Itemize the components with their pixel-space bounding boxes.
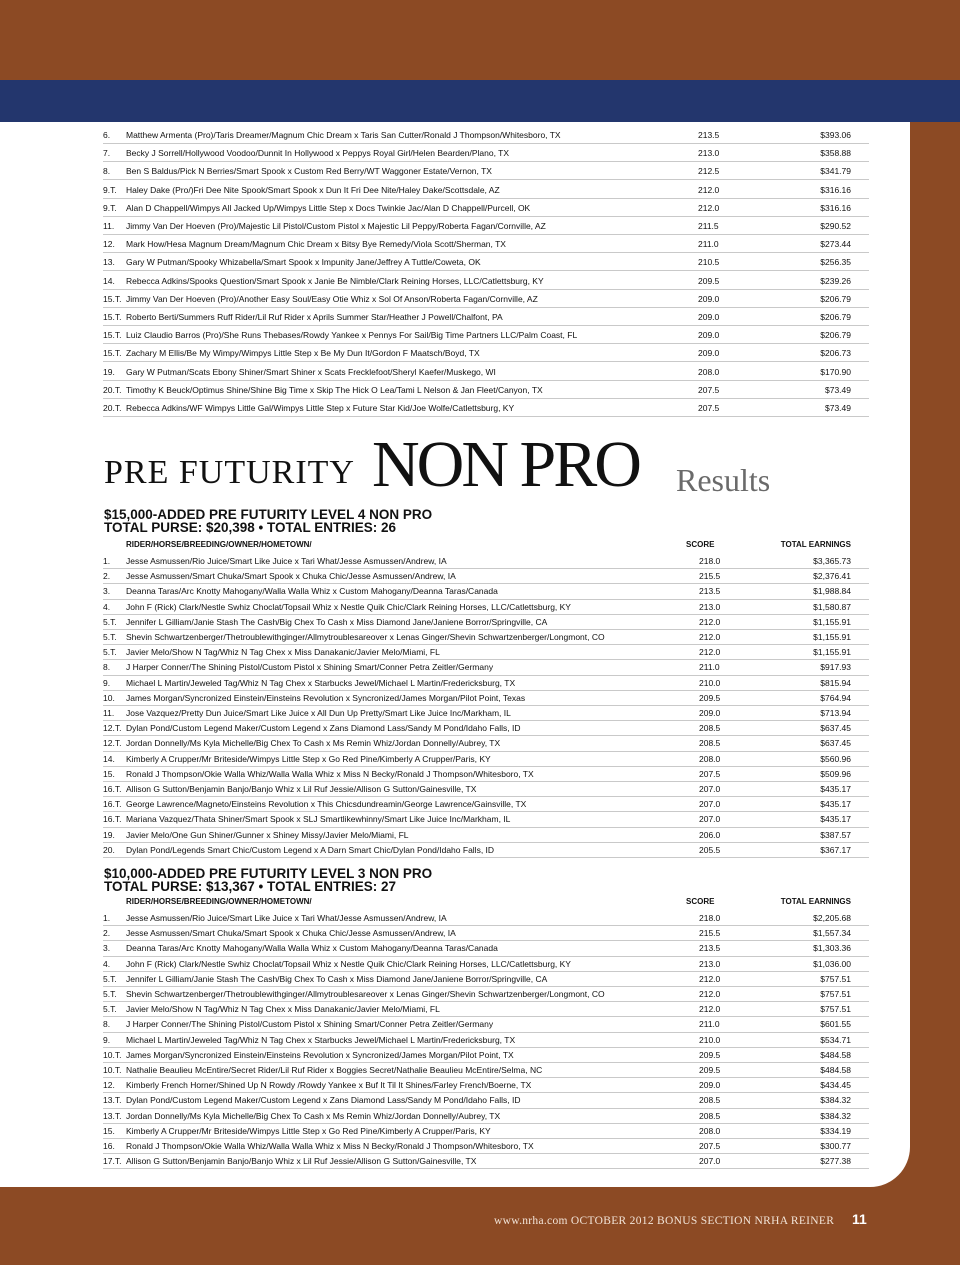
entry-cell: Zachary M Ellis/Be My Wimpy/Wimpys Little Step x Be My Dun It/Gordon F Maatsch/Boyd, TX <box>126 348 480 359</box>
earnings-cell: $757.51 <box>820 1004 851 1015</box>
place-cell: 5.T. <box>103 989 117 999</box>
score-cell: 212.0 <box>698 184 720 195</box>
score-cell: 212.5 <box>698 166 720 177</box>
place-cell: 5.T. <box>103 647 117 658</box>
table-row <box>103 143 869 162</box>
entry-cell: Becky J Sorrell/Hollywood Voodoo/Dunnit In Hollywood x Peppys Royal Girl/Helen Bearden/Plano, TX <box>126 148 510 159</box>
table-row <box>103 599 869 615</box>
table-row <box>103 659 869 675</box>
table-row <box>103 842 869 858</box>
score-cell: 208.0 <box>699 1125 721 1136</box>
score-cell: 208.5 <box>699 723 721 734</box>
entry-cell: Jordan Donnelly/Ms Kyla Michelle/Big Chex To Cash x Ms Remin Whiz/Jordan Donnelly/Aubrey, TX <box>126 738 501 749</box>
column-score: SCORE <box>686 540 715 549</box>
place-cell: 8. <box>103 166 111 177</box>
table-row <box>103 614 869 630</box>
place-cell: 20.T. <box>103 403 122 413</box>
earnings-cell: $1,303.36 <box>813 943 851 954</box>
earnings-cell: $917.93 <box>820 662 851 673</box>
table-row <box>103 271 869 290</box>
headline-non-pro: NON PRO <box>372 428 639 501</box>
place-cell: 4. <box>103 601 111 612</box>
score-cell: 211.5 <box>698 221 719 231</box>
place-cell: 19. <box>103 366 115 377</box>
earnings-cell: $1,155.91 <box>813 616 851 627</box>
score-cell: 209.0 <box>698 330 720 341</box>
entry-cell: Allison G Sutton/Benjamin Banjo/Banjo Whiz x Lil Ruf Jessie/Allison G Sutton/Gainesville, TX <box>126 1156 477 1167</box>
table-row <box>103 1077 869 1093</box>
earnings-cell: $206.79 <box>820 312 851 322</box>
score-cell: 206.0 <box>699 829 721 840</box>
score-cell: 209.0 <box>698 348 720 359</box>
headline-pre-futurity: PRE FUTURITY <box>104 454 355 491</box>
score-cell: 207.5 <box>698 384 720 395</box>
score-cell: 208.5 <box>699 1095 721 1106</box>
place-cell: 2. <box>103 571 111 582</box>
score-cell: 213.0 <box>699 601 721 612</box>
table-row <box>103 1001 869 1017</box>
entry-cell: Luiz Claudio Barros (Pro)/She Runs Thebases/Rowdy Yankee x Pennys For Sail/Big Time Partners LLC/Palm Coast, FL <box>126 330 578 341</box>
place-cell: 15.T. <box>103 293 122 304</box>
entry-cell: George Lawrence/Magneto/Einsteins Revolution x This Chicsdundreamin/George Lawrence/Gainsville, TX <box>126 799 527 810</box>
earnings-cell: $435.17 <box>820 784 851 794</box>
earnings-cell: $1,557.34 <box>813 928 851 939</box>
score-cell: 212.0 <box>699 1004 721 1015</box>
earnings-cell: $534.71 <box>820 1034 851 1045</box>
place-cell: 20. <box>103 844 115 855</box>
table-row <box>103 1092 869 1108</box>
entry-cell: Timothy K Beuck/Optimus Shine/Shine Big Time x Skip The Hick O Lea/Tami L Nelson & Jan Fleet/Canyon, TX <box>126 384 543 395</box>
earnings-cell: $1,580.87 <box>813 601 851 612</box>
earnings-cell: $341.79 <box>820 166 851 177</box>
headline-results: Results <box>676 462 771 498</box>
score-cell: 218.0 <box>699 913 721 923</box>
place-cell: 6. <box>103 130 111 140</box>
table-row <box>103 781 869 797</box>
entry-cell: Michael L Martin/Jeweled Tag/Whiz N Tag Chex x Starbucks Jewel/Michael L Martin/Fredericksburg, TX <box>126 677 516 688</box>
table-row <box>103 161 869 180</box>
table-row <box>103 198 869 217</box>
place-cell: 5.T. <box>103 1004 117 1015</box>
score-cell: 212.0 <box>699 989 721 999</box>
earnings-cell: $384.32 <box>820 1110 851 1121</box>
table-row <box>103 986 869 1002</box>
entry-cell: Jesse Asmussen/Rio Juice/Smart Like Juice x Tari What/Jesse Asmussen/Andrew, IA <box>126 913 447 923</box>
entry-cell: Jesse Asmussen/Rio Juice/Smart Like Juice x Tari What/Jesse Asmussen/Andrew, IA <box>126 556 447 566</box>
place-cell: 12.T. <box>103 723 122 734</box>
entry-cell: John F (Rick) Clark/Nestle Swhiz Choclat/Topsail Whiz x Nestle Quik Chic/Clark Reining Horses, LLC/Catlettsburg, KY <box>126 601 571 612</box>
earnings-cell: $713.94 <box>820 708 851 718</box>
score-cell: 205.5 <box>699 844 721 855</box>
entry-cell: Ronald J Thompson/Okie Walla Whiz/Walla Walla Whiz x Miss N Becky/Ronald J Thompson/Whitesboro, TX <box>126 1141 534 1151</box>
page-number: 11 <box>852 1211 867 1227</box>
entry-cell: Jose Vazquez/Pretty Dun Juice/Smart Like Juice x All Dun Up Pretty/Smart Like Juice Inc/Markham, IL <box>126 708 511 718</box>
score-cell: 218.0 <box>699 556 721 566</box>
earnings-cell: $560.96 <box>820 753 851 764</box>
earnings-cell: $277.38 <box>820 1156 851 1167</box>
table-row <box>103 1062 869 1078</box>
place-cell: 14. <box>103 753 115 764</box>
place-cell: 8. <box>103 662 111 673</box>
earnings-cell: $435.17 <box>820 799 851 810</box>
column-earnings: TOTAL EARNINGS <box>780 540 851 549</box>
entry-cell: Mark How/Hesa Magnum Dream/Magnum Chic Dream x Bitsy Bye Remedy/Viola Scott/Sherman, TX <box>126 239 506 250</box>
table-row <box>103 252 869 271</box>
earnings-cell: $384.32 <box>820 1095 851 1106</box>
score-cell: 212.0 <box>699 632 721 642</box>
table-row <box>103 343 869 362</box>
entry-cell: Deanna Taras/Arc Knotty Mahogany/Walla Walla Whiz x Custom Mahogany/Deanna Taras/Canada <box>126 586 498 597</box>
earnings-cell: $1,155.91 <box>813 632 851 642</box>
place-cell: 17.T. <box>103 1156 122 1167</box>
table-row <box>103 325 869 344</box>
table-row <box>103 675 869 691</box>
entry-cell: James Morgan/Syncronized Einstein/Einsteins Revolution x Syncronized/James Morgan/Pilot Point, TX <box>126 1049 514 1060</box>
earnings-cell: $484.58 <box>820 1049 851 1060</box>
level3-purse: TOTAL PURSE: $13,367 • TOTAL ENTRIES: 27 <box>104 879 397 894</box>
score-cell: 209.0 <box>699 708 721 718</box>
place-cell: 16.T. <box>103 784 122 794</box>
place-cell: 2. <box>103 928 111 939</box>
earnings-cell: $316.16 <box>820 184 851 195</box>
earnings-cell: $2,205.68 <box>813 913 851 923</box>
earnings-cell: $601.55 <box>820 1019 851 1030</box>
score-cell: 207.0 <box>699 814 721 825</box>
place-cell: 12. <box>103 1080 115 1091</box>
score-cell: 209.0 <box>698 312 720 322</box>
entry-cell: Ronald J Thompson/Okie Walla Whiz/Walla Walla Whiz x Miss N Becky/Ronald J Thompson/Whitesboro, TX <box>126 768 534 779</box>
place-cell: 14. <box>103 275 115 286</box>
entry-cell: Deanna Taras/Arc Knotty Mahogany/Walla Walla Whiz x Custom Mahogany/Deanna Taras/Canada <box>126 943 498 954</box>
earnings-cell: $764.94 <box>820 692 851 703</box>
score-cell: 209.0 <box>699 1080 721 1091</box>
score-cell: 213.0 <box>698 148 720 159</box>
earnings-cell: $1,155.91 <box>813 647 851 658</box>
earnings-cell: $358.88 <box>820 148 851 159</box>
page-content <box>0 122 910 1187</box>
level4-purse: TOTAL PURSE: $20,398 • TOTAL ENTRIES: 26 <box>104 520 397 535</box>
score-cell: 211.0 <box>699 662 720 673</box>
score-cell: 212.0 <box>698 202 720 213</box>
earnings-cell: $239.26 <box>820 275 851 286</box>
score-cell: 215.5 <box>699 928 721 939</box>
entry-cell: Jesse Asmussen/Smart Chuka/Smart Spook x Chuka Chic/Jesse Asmussen/Andrew, IA <box>126 571 456 582</box>
score-cell: 207.0 <box>699 784 721 794</box>
score-cell: 209.5 <box>699 692 721 703</box>
entry-cell: Rebecca Adkins/Spooks Question/Smart Spook x Janie Be Nimble/Clark Reining Horses, LLC/Catlettsburg, KY <box>126 275 544 286</box>
place-cell: 15. <box>103 1125 115 1136</box>
entry-cell: Mariana Vazquez/Thata Shiner/Smart Spook x SLJ Smartlikewhinny/Smart Like Juice Inc/Markham, IL <box>126 814 511 825</box>
score-cell: 211.0 <box>698 239 719 250</box>
entry-cell: Javier Melo/Show N Tag/Whiz N Tag Chex x Miss Danakanic/Javier Melo/Miami, FL <box>126 1004 440 1015</box>
place-cell: 15.T. <box>103 312 122 322</box>
entry-cell: Kimberly A Crupper/Mr Briteside/Wimpys Little Step x Go Red Pine/Kimberly A Crupper/Paris, KY <box>126 753 491 764</box>
place-cell: 13.T. <box>103 1110 122 1121</box>
entry-cell: James Morgan/Syncronized Einstein/Einsteins Revolution x Syncronized/James Morgan/Pilot Point, Texas <box>126 692 526 703</box>
table-row <box>103 1032 869 1048</box>
place-cell: 8. <box>103 1019 111 1030</box>
earnings-cell: $1,988.84 <box>813 586 851 597</box>
entry-cell: J Harper Conner/The Shining Pistol/Custom Pistol x Shining Smart/Conner Petra Zeitler/Germany <box>126 662 494 673</box>
earnings-cell: $206.79 <box>820 293 851 304</box>
entry-cell: Jesse Asmussen/Smart Chuka/Smart Spook x Chuka Chic/Jesse Asmussen/Andrew, IA <box>126 928 456 939</box>
earnings-cell: $170.90 <box>820 366 851 377</box>
earnings-cell: $637.45 <box>820 738 851 749</box>
place-cell: 15.T. <box>103 330 122 341</box>
entry-cell: Javier Melo/One Gun Shiner/Gunner x Shiney Missy/Javier Melo/Miami, FL <box>126 829 409 840</box>
table-row <box>103 1153 869 1169</box>
table-row <box>103 289 869 308</box>
place-cell: 11. <box>103 221 115 231</box>
column-earnings: TOTAL EARNINGS <box>780 897 851 906</box>
table-row <box>103 216 869 235</box>
place-cell: 9. <box>103 677 111 688</box>
score-cell: 208.5 <box>699 738 721 749</box>
entry-cell: Matthew Armenta (Pro)/Taris Dreamer/Magnum Chic Dream x Taris San Cutter/Ronald J Thompson/Whitesboro, TX <box>126 130 561 140</box>
level3-title: $10,000-ADDED PRE FUTURITY LEVEL 3 NON PRO <box>104 866 433 881</box>
earnings-cell: $206.73 <box>820 348 851 359</box>
earnings-cell: $757.51 <box>820 973 851 984</box>
place-cell: 9.T. <box>103 184 117 195</box>
table-row <box>103 925 869 941</box>
entry-cell: Ben S Baldus/Pick N Berries/Smart Spook x Custom Red Berry/WT Waggoner Estate/Vernon, TX <box>126 166 492 177</box>
table-row <box>103 644 869 660</box>
earnings-cell: $509.96 <box>820 768 851 779</box>
entry-cell: Gary W Putman/Spooky Whizabella/Smart Spook x Impunity Jane/Jeffrey A Tuttle/Coweta, OK <box>126 257 481 268</box>
place-cell: 11. <box>103 708 115 718</box>
entry-cell: Haley Dake (Pro/)Fri Dee Nite Spook/Smart Spook x Dun It Fri Dee Nite/Haley Dake/Scottsdale, AZ <box>126 184 500 195</box>
entry-cell: Jimmy Van Der Hoeven (Pro)/Another Easy Soul/Easy Otie Whiz x Sol Of Anson/Roberta Fagan/Cornville, AZ <box>126 293 538 304</box>
place-cell: 1. <box>103 556 111 566</box>
score-cell: 211.0 <box>699 1019 720 1030</box>
score-cell: 215.5 <box>699 571 721 582</box>
earnings-cell: $3,365.73 <box>813 556 851 566</box>
earnings-cell: $73.49 <box>825 384 851 395</box>
score-cell: 209.5 <box>698 275 720 286</box>
score-cell: 207.0 <box>699 799 721 810</box>
top-brown-band <box>0 0 960 80</box>
score-cell: 213.5 <box>698 130 720 140</box>
earnings-cell: $815.94 <box>820 677 851 688</box>
table-row <box>103 1123 869 1139</box>
table-row <box>103 690 869 706</box>
earnings-cell: $290.52 <box>820 221 851 231</box>
place-cell: 12.T. <box>103 738 122 749</box>
score-cell: 210.5 <box>698 257 720 268</box>
score-cell: 208.5 <box>699 1110 721 1121</box>
entry-cell: Jennifer L Gilliam/Janie Stash The Cash/Big Chex To Cash x Miss Diamond Jane/Janiene Borror/Springville, CA <box>126 616 548 627</box>
entry-cell: Roberto Berti/Summers Ruff Rider/Lil Ruf Rider x Aprils Summer Star/Heather J Powell/Chalfont, PA <box>126 312 503 322</box>
table-row <box>103 1016 869 1032</box>
score-cell: 209.5 <box>699 1049 721 1060</box>
entry-cell: Dylan Pond/Custom Legend Maker/Custom Legend x Zans Diamond Lass/Sandy M Pond/Idaho Falls, ID <box>126 1095 521 1106</box>
score-cell: 208.0 <box>698 366 720 377</box>
earnings-cell: $434.45 <box>820 1080 851 1091</box>
entry-cell: Kimberly A Crupper/Mr Briteside/Wimpys Little Step x Go Red Pine/Kimberly A Crupper/Paris, KY <box>126 1125 491 1136</box>
entry-cell: John F (Rick) Clark/Nestle Swhiz Choclat/Topsail Whiz x Nestle Quik Chic/Clark Reining Horses, LLC/Catlettsburg, KY <box>126 958 571 969</box>
entry-cell: Jennifer L Gilliam/Janie Stash The Cash/Big Chex To Cash x Miss Diamond Jane/Janiene Borror/Springville, CA <box>126 973 548 984</box>
earnings-cell: $387.57 <box>820 829 851 840</box>
earnings-cell: $256.35 <box>820 257 851 268</box>
score-cell: 210.0 <box>699 1034 721 1045</box>
table-row <box>103 398 869 417</box>
entry-cell: Gary W Putman/Scats Ebony Shiner/Smart Shiner x Scats Frecklefoot/Sheryl Kaefer/Muskego, WI <box>126 366 496 377</box>
level4-title: $15,000-ADDED PRE FUTURITY LEVEL 4 NON PRO <box>104 507 433 522</box>
place-cell: 5.T. <box>103 632 117 642</box>
score-cell: 213.0 <box>699 958 721 969</box>
table-row <box>103 910 869 926</box>
table-row <box>103 1047 869 1063</box>
place-cell: 5.T. <box>103 973 117 984</box>
place-cell: 3. <box>103 943 111 954</box>
earnings-cell: $316.16 <box>820 202 851 213</box>
entry-cell: J Harper Conner/The Shining Pistol/Custom Pistol x Shining Smart/Conner Petra Zeitler/Germany <box>126 1019 494 1030</box>
place-cell: 10.T. <box>103 1065 122 1075</box>
earnings-cell: $393.06 <box>820 130 851 140</box>
footer-text: www.nrha.com OCTOBER 2012 BONUS SECTION NRHA REINER <box>494 1215 835 1227</box>
table-row <box>103 362 869 381</box>
table-row <box>103 940 869 956</box>
earnings-cell: $206.79 <box>820 330 851 341</box>
level4-column-headers <box>103 540 869 552</box>
place-cell: 7. <box>103 148 111 159</box>
entry-cell: Allison G Sutton/Benjamin Banjo/Banjo Whiz x Lil Ruf Jessie/Allison G Sutton/Gainesville, TX <box>126 784 477 794</box>
table-row <box>103 1108 869 1124</box>
table-row <box>103 629 869 645</box>
level3-column-headers <box>103 897 869 909</box>
table-row <box>103 553 869 569</box>
entry-cell: Javier Melo/Show N Tag/Whiz N Tag Chex x Miss Danakanic/Javier Melo/Miami, FL <box>126 647 440 658</box>
table-row <box>103 796 869 812</box>
place-cell: 16.T. <box>103 814 122 825</box>
score-cell: 207.0 <box>699 1156 721 1167</box>
place-cell: 9. <box>103 1034 111 1045</box>
entry-cell: Kimberly French Horner/Shined Up N Rowdy /Rowdy Yankee x Buf It Til It Shines/Farley French/Boerne, TX <box>126 1080 532 1091</box>
table-row <box>103 720 869 736</box>
entry-cell: Michael L Martin/Jeweled Tag/Whiz N Tag Chex x Starbucks Jewel/Michael L Martin/Fredericksburg, TX <box>126 1034 516 1045</box>
earnings-cell: $334.19 <box>820 1125 851 1136</box>
entry-cell: Jordan Donnelly/Ms Kyla Michelle/Big Chex To Cash x Ms Remin Whiz/Jordan Donnelly/Aubrey, TX <box>126 1110 501 1121</box>
column-rider: RIDER/HORSE/BREEDING/OWNER/HOMETOWN/ <box>126 897 312 906</box>
score-cell: 207.5 <box>698 403 720 413</box>
table-row <box>103 1138 869 1154</box>
entry-cell: Jimmy Van Der Hoeven (Pro)/Majestic Lil Pistol/Custom Pistol x Majestic Lil Peppy/Roberta Fagan/Cornville, AZ <box>126 221 546 231</box>
earnings-cell: $757.51 <box>820 989 851 999</box>
entry-cell: Alan D Chappell/Wimpys All Jacked Up/Wimpys Little Step x Docs Twinkie Jac/Alan D Chappell/Purcell, OK <box>126 202 531 213</box>
score-cell: 212.0 <box>699 647 721 658</box>
place-cell: 12. <box>103 239 115 250</box>
place-cell: 20.T. <box>103 384 122 395</box>
table-row <box>103 307 869 326</box>
place-cell: 19. <box>103 829 115 840</box>
table-row <box>103 751 869 767</box>
earnings-cell: $435.17 <box>820 814 851 825</box>
table-row <box>103 766 869 782</box>
table-row <box>103 568 869 584</box>
score-cell: 212.0 <box>699 973 721 984</box>
earnings-cell: $73.49 <box>825 403 851 413</box>
entry-cell: Dylan Pond/Custom Legend Maker/Custom Legend x Zans Diamond Lass/Sandy M Pond/Idaho Falls, ID <box>126 723 521 734</box>
table-row <box>103 827 869 843</box>
place-cell: 9.T. <box>103 202 117 213</box>
table-row <box>103 705 869 721</box>
place-cell: 15. <box>103 768 115 779</box>
table-row <box>103 811 869 827</box>
entry-cell: Shevin Schwartzenberger/Thetroublewithginger/Allmytroublesareover x Lenas Ginger/Shevin Schwartzenberger/Longmont, CO <box>126 632 605 642</box>
score-cell: 213.5 <box>699 586 721 597</box>
place-cell: 15.T. <box>103 348 122 359</box>
score-cell: 207.5 <box>699 1141 721 1151</box>
score-cell: 212.0 <box>699 616 721 627</box>
place-cell: 13. <box>103 257 115 268</box>
earnings-cell: $484.58 <box>820 1065 851 1075</box>
table-row <box>103 956 869 972</box>
score-cell: 210.0 <box>699 677 721 688</box>
place-cell: 10.T. <box>103 1049 122 1060</box>
earnings-cell: $1,036.00 <box>813 958 851 969</box>
table-row <box>103 234 869 253</box>
table-row <box>103 583 869 599</box>
earnings-cell: $367.17 <box>820 844 851 855</box>
place-cell: 4. <box>103 958 111 969</box>
place-cell: 16. <box>103 1141 115 1151</box>
column-score: SCORE <box>686 897 715 906</box>
table-row <box>103 380 869 399</box>
blue-header-band <box>0 80 960 122</box>
table-row <box>103 180 869 199</box>
score-cell: 208.0 <box>699 753 721 764</box>
column-rider: RIDER/HORSE/BREEDING/OWNER/HOMETOWN/ <box>126 540 312 549</box>
entry-cell: Nathalie Beaulieu McEntire/Secret Rider/Lil Ruf Rider x Boggies Secret/Nathalie Beaulieu McEntire/Selma, NC <box>126 1065 543 1075</box>
score-cell: 209.5 <box>699 1065 721 1075</box>
score-cell: 209.0 <box>698 293 720 304</box>
entry-cell: Dylan Pond/Legends Smart Chic/Custom Legend x A Darn Smart Chic/Dylan Pond/Idaho Falls, ID <box>126 844 495 855</box>
earnings-cell: $300.77 <box>820 1141 851 1151</box>
earnings-cell: $2,376.41 <box>813 571 851 582</box>
table-row <box>103 735 869 751</box>
earnings-cell: $637.45 <box>820 723 851 734</box>
score-cell: 207.5 <box>699 768 721 779</box>
table-row <box>103 125 869 144</box>
entry-cell: Rebecca Adkins/WF Wimpys Little Gal/Wimpys Little Step x Future Star Kid/Joe Wolfe/Catlettsburg, KY <box>126 403 515 413</box>
earnings-cell: $273.44 <box>820 239 851 250</box>
entry-cell: Shevin Schwartzenberger/Thetroublewithginger/Allmytroublesareover x Lenas Ginger/Shevin Schwartzenberger/Longmont, CO <box>126 989 605 999</box>
place-cell: 13.T. <box>103 1095 122 1106</box>
place-cell: 3. <box>103 586 111 597</box>
place-cell: 10. <box>103 692 115 703</box>
table-row <box>103 971 869 987</box>
place-cell: 5.T. <box>103 616 117 627</box>
score-cell: 213.5 <box>699 943 721 954</box>
place-cell: 16.T. <box>103 799 122 810</box>
place-cell: 1. <box>103 913 111 923</box>
